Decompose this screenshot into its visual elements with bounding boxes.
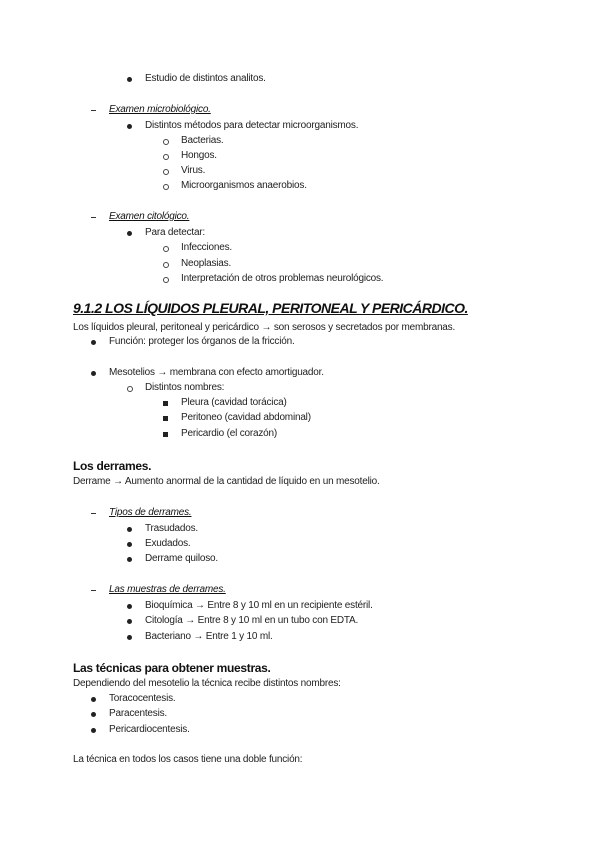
list-item: Neoplasias.: [181, 258, 232, 269]
list-item: Pericardio (el corazón): [181, 428, 277, 439]
subheading-microbiologico: Examen microbiológico.: [109, 104, 211, 115]
bullet-dot-icon: [91, 340, 96, 345]
bullet-dot-icon: [91, 371, 96, 376]
bullet-dot-icon: [127, 557, 132, 562]
list-item: Derrame quiloso.: [145, 553, 218, 564]
list-item: Trasudados.: [145, 523, 199, 534]
paragraph: Dependiendo del mesotelio la técnica recibe distintos nombres:: [73, 678, 341, 689]
list-item: Citología → Entre 8 y 10 ml en un tubo con EDTA.: [145, 615, 359, 626]
paragraph: Derrame → Aumento anormal de la cantidad de líquido en un mesotelio.: [73, 476, 380, 487]
list-item: Exudados.: [145, 538, 191, 549]
paragraph: Los líquidos pleural, peritoneal y pericárdico → son serosos y secretados por membranas.: [73, 322, 456, 333]
bullet-dot-icon: [127, 604, 132, 609]
bullet-circle-icon: [163, 169, 169, 175]
heading-derrames: Los derrames.: [73, 459, 152, 473]
dash-icon: [91, 590, 96, 591]
list-item: Mesotelios → membrana con efecto amortiguador.: [109, 367, 324, 378]
list-item: Estudio de distintos analitos.: [145, 73, 266, 84]
list-item: Peritoneo (cavidad abdominal): [181, 412, 311, 423]
subheading-citologico: Examen citológico.: [109, 211, 190, 222]
bullet-square-icon: [163, 432, 168, 437]
list-item: Interpretación de otros problemas neurológicos.: [181, 273, 384, 284]
list-item: Pleura (cavidad torácica): [181, 397, 287, 408]
subheading-muestras: Las muestras de derrames.: [109, 584, 226, 595]
list-item: Virus.: [181, 165, 206, 176]
bullet-circle-icon: [163, 277, 169, 283]
list-item: Función: proteger los órganos de la fricción.: [109, 336, 295, 347]
list-item: Toracocentesis.: [109, 693, 176, 704]
bullet-circle-icon: [127, 386, 133, 392]
bullet-dot-icon: [127, 124, 132, 129]
dash-icon: [91, 513, 96, 514]
section-title: 9.1.2 LOS LÍQUIDOS PLEURAL, PERITONEAL Y PERICÁRDICO.: [73, 300, 468, 316]
bullet-square-icon: [163, 401, 168, 406]
heading-tecnicas: Las técnicas para obtener muestras.: [73, 661, 271, 675]
bullet-circle-icon: [163, 139, 169, 145]
list-item: Paracentesis.: [109, 708, 167, 719]
list-item: Bacteriano → Entre 1 y 10 ml.: [145, 631, 273, 642]
bullet-circle-icon: [163, 184, 169, 190]
bullet-dot-icon: [91, 712, 96, 717]
bullet-circle-icon: [163, 262, 169, 268]
list-item: Distintos métodos para detectar microorganismos.: [145, 120, 359, 131]
list-item: Bioquímica → Entre 8 y 10 ml en un recipiente estéril.: [145, 600, 373, 611]
dash-icon: [91, 217, 96, 218]
bullet-circle-icon: [163, 246, 169, 252]
bullet-square-icon: [163, 416, 168, 421]
subheading-tipos: Tipos de derrames.: [109, 507, 192, 518]
list-item: Microorganismos anaerobios.: [181, 180, 307, 191]
list-item: Bacterias.: [181, 135, 224, 146]
bullet-dot-icon: [91, 697, 96, 702]
list-item: Hongos.: [181, 150, 217, 161]
list-item: Distintos nombres:: [145, 382, 225, 393]
bullet-circle-icon: [163, 154, 169, 160]
bullet-dot-icon: [127, 231, 132, 236]
bullet-dot-icon: [91, 728, 96, 733]
bullet-dot-icon: [127, 542, 132, 547]
paragraph: La técnica en todos los casos tiene una doble función:: [73, 754, 303, 765]
list-item: Infecciones.: [181, 242, 232, 253]
list-item: Pericardiocentesis.: [109, 724, 190, 735]
list-item: Para detectar:: [145, 227, 206, 238]
dash-icon: [91, 110, 96, 111]
bullet-dot-icon: [127, 635, 132, 640]
bullet-dot-icon: [127, 77, 132, 82]
bullet-dot-icon: [127, 619, 132, 624]
bullet-dot-icon: [127, 527, 132, 532]
